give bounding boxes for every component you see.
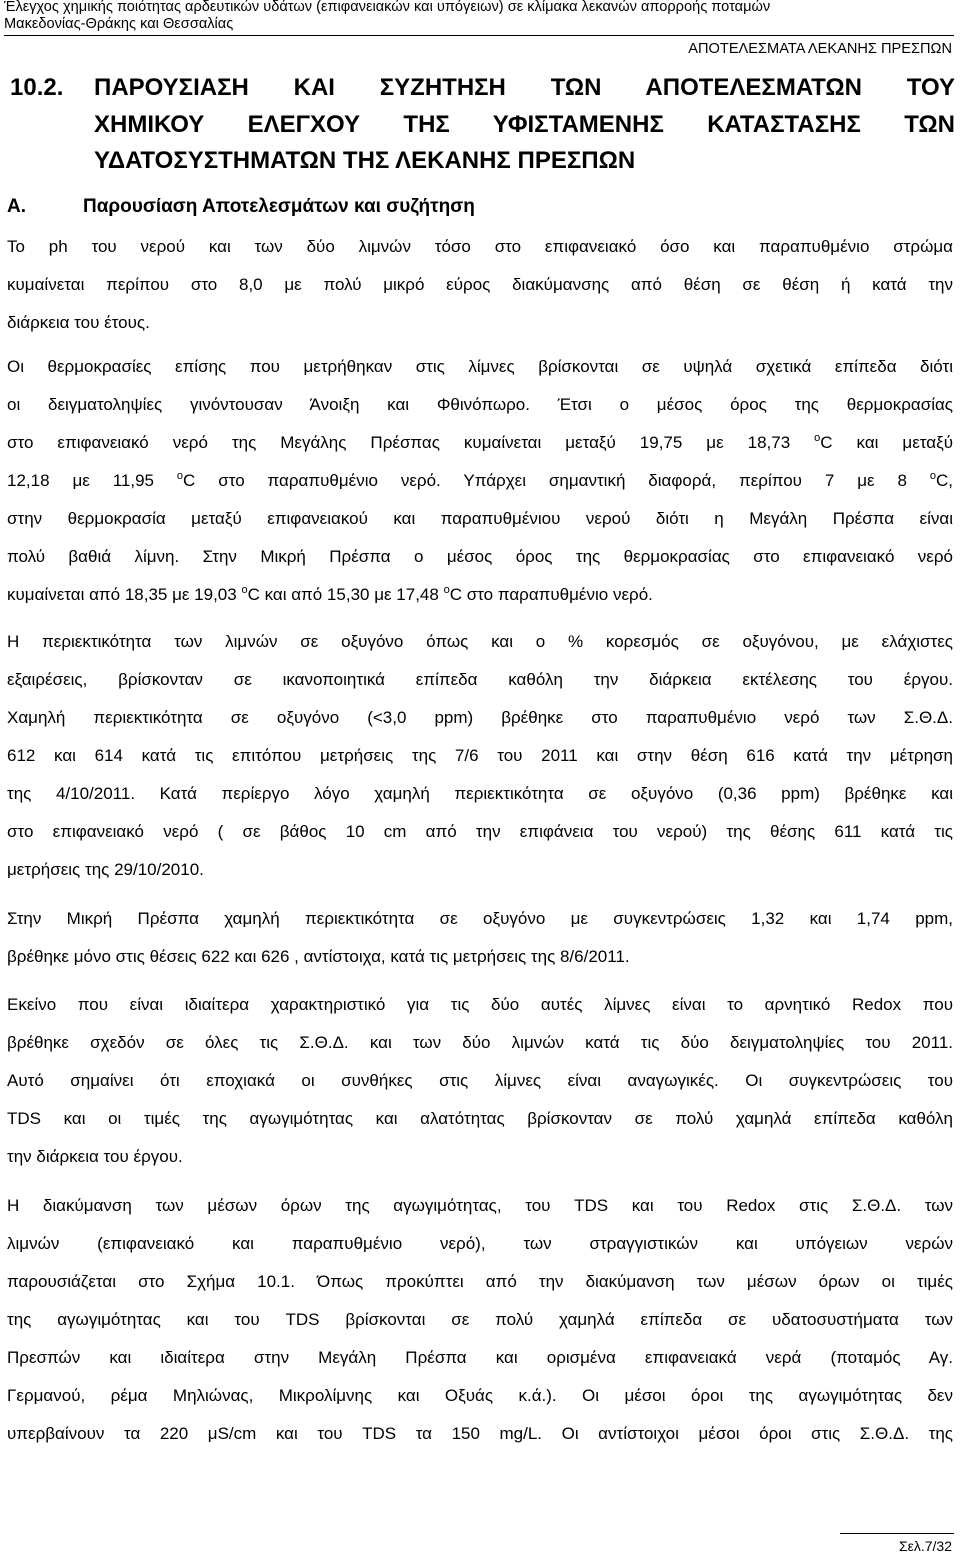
- heading-line: ΠΑΡΟΥΣΙΑΣΗ ΚΑΙ ΣΥΖΗΤΗΣΗ ΤΩΝ ΑΠΟΤΕΛΕΣΜΑΤΩΝ ΤΟΥ: [94, 74, 955, 101]
- subheading: [7, 189, 475, 225]
- text-line: υπερβαίνουν τα 220 μS/cm και του TDS τα 150 mg/L. Οι αντίστοιχοι μέσοι όροι στις Σ.Θ.Δ. της: [7, 1424, 953, 1443]
- header-divider: [4, 35, 954, 36]
- section-label: ΑΠΟΤΕΛΕΣΜΑΤΑ ΛΕΚΑΝΗΣ ΠΡΕΣΠΩΝ: [688, 41, 952, 57]
- text-line: 12,18 με 11,95 $^o$C στο παραπυθμένιο νερό. Υπάρχει σημαντική διαφορά, περίπου 7 με 8 $^o$C,: [7, 470, 953, 490]
- text-line: Η διακύμανση των μέσων όρων της αγωγιμότητας, του TDS και του Redox στις Σ.Θ.Δ. των: [7, 1196, 953, 1215]
- text-line: στην θερμοκρασία μεταξύ επιφανειακού και παραπυθμένιου νερού διότι η Μεγάλη Πρέσπα είναι: [7, 509, 953, 528]
- paragraph-temperature: [7, 348, 953, 614]
- text-line: 612 και 614 κατά τις επιτόπου μετρήσεις της 7/6 του 2011 και στην θέση 616 κατά την μέτρηση: [7, 746, 953, 765]
- text-line: βρέθηκε σχεδόν σε όλες τις Σ.Θ.Δ. και των δύο λιμνών κατά τις δύο δειγματοληψίες του 2011.: [7, 1033, 953, 1052]
- text-line: εξαιρέσεις, βρίσκονταν σε ικανοποιητικά επίπεδα καθόλη την διάρκεια εκτέλεσης του έργου.: [7, 670, 953, 689]
- degree-mark: o: [814, 432, 821, 444]
- degree-mark: o: [176, 470, 184, 482]
- text-line: Το ph του νερού και των δύο λιμνών τόσο στο επιφανειακό όσο και παραπυθμένιο στρώμα: [7, 237, 953, 256]
- degree-mark: o: [929, 470, 936, 482]
- text-line: Αυτό σημαίνει ότι εποχιακά οι συνθήκες στις λίμνες είναι αναγωγικές. Οι συγκεντρώσεις του: [7, 1071, 953, 1090]
- text-line: Γερμανού, ρέμα Μηλιώνας, Μικρολίμνης και Οξυάς κ.ά.). Οι μέσοι όροι της αγωγιμότητας δεν: [7, 1386, 953, 1405]
- section-heading: [10, 70, 955, 180]
- paragraph-conductivity: [7, 1187, 953, 1453]
- text-line: της αγωγιμότητας και του TDS βρίσκονται σε πολύ χαμηλά επίπεδα σε υδατοσυστήματα των: [7, 1310, 953, 1329]
- text-line: Στην Μικρή Πρέσπα χαμηλή περιεκτικότητα σε οξυγόνο με συγκεντρώσεις 1,32 και 1,74 ppm,: [7, 909, 953, 928]
- text-line: Οι θερμοκρασίες επίσης που μετρήθηκαν στις λίμνες βρίσκονται σε υψηλά σχετικά επίπεδα διότι: [7, 357, 953, 376]
- degree-mark: o: [241, 584, 248, 596]
- text-line: παρουσιάζεται στο Σχήμα 10.1. Όπως προκύπτει από την διακύμανση των μέσων όρων οι τιμές: [7, 1272, 953, 1291]
- heading-line: ΥΔΑΤΟΣΥΣΤΗΜΑΤΩΝ ΤΗΣ ΛΕΚΑΝΗΣ ΠΡΕΣΠΩΝ: [94, 147, 636, 174]
- text-line: μετρήσεις της 29/10/2010.: [7, 860, 204, 879]
- footer-divider: [840, 1533, 954, 1534]
- section-number: 10.2.: [10, 74, 64, 101]
- text-line: της 4/10/2011. Κατά περίεργο λόγο χαμηλή περιεκτικότητα σε οξυγόνο (0,36 ppm) βρέθηκε και: [7, 784, 953, 803]
- text-line: Πρεσπών και ιδιαίτερα στην Μεγάλη Πρέσπα και ορισμένα επιφανειακά νερά (ποταμός Αγ.: [7, 1348, 953, 1367]
- text-line: λιμνών (επιφανειακό και παραπυθμένιο νερό), των στραγγιστικών και υπόγειων νερών: [7, 1234, 953, 1253]
- heading-line: ΧΗΜΙΚΟΥ ΕΛΕΓΧΟΥ ΤΗΣ ΥΦΙΣΤΑΜΕΝΗΣ ΚΑΤΑΣΤΑΣΗΣ ΤΩΝ: [94, 110, 955, 138]
- paragraph-oxygen: [7, 623, 953, 889]
- running-header-subtitle: Μακεδονίας-Θράκης και Θεσσαλίας: [4, 16, 234, 32]
- text-line: Εκείνο που είναι ιδιαίτερα χαρακτηριστικό για τις δύο αυτές λίμνες είναι το αρνητικό Redox που: [7, 995, 953, 1014]
- text-line: Χαμηλή περιεκτικότητα σε οξυγόνο (<3,0 ppm) βρέθηκε στο παραπυθμένιο νερό των Σ.Θ.Δ.: [7, 708, 953, 727]
- text-line: κυμαίνεται περίπου στο 8,0 με πολύ μικρό εύρος διακύμανσης από θέση σε θέση ή κατά την: [7, 275, 953, 294]
- text-line: στο επιφανειακό νερό της Μεγάλης Πρέσπας κυμαίνεται μεταξύ 19,75 με 18,73 $^o$C και μεταξύ: [7, 432, 953, 452]
- text-line: την διάρκεια του έργου.: [7, 1147, 183, 1166]
- paragraph-mikri-prespa: [7, 900, 953, 976]
- text-line: Η περιεκτικότητα των λιμνών σε οξυγόνο όπως και ο % κορεσμός σε οξυγόνου, με ελάχιστες: [7, 632, 953, 651]
- page-number: Σελ.7/32: [898, 1538, 952, 1554]
- paragraph-ph: [7, 228, 953, 342]
- text-line: πολύ βαθιά λίμνη. Στην Μικρή Πρέσπα ο μέσος όρος της θερμοκρασίας στο επιφανειακό νερό: [7, 547, 953, 566]
- subheading-text: Παρουσίαση Αποτελεσμάτων και συζήτηση: [83, 196, 475, 217]
- text-line: διάρκεια του έτους.: [7, 313, 150, 332]
- running-header-title: Έλεγχος χημικής ποιότητας αρδευτικών υδάτων (επιφανειακών και υπόγειων) σε κλίμακα λεκανών απορροής ποταμών: [4, 0, 771, 15]
- text-line: οι δειγματοληψίες γινόντουσαν Άνοιξη και Φθινόπωρο. Έτσι ο μέσος όρος της θερμοκρασίας: [7, 395, 953, 414]
- paragraph-redox: [7, 986, 953, 1176]
- text-line: στο επιφανειακό νερό ( σε βάθος 10 cm από την επιφάνεια του νερού) της θέσης 611 κατά τις: [7, 822, 953, 841]
- text-line: βρέθηκε μόνο στις θέσεις 622 και 626 , αντίστοιχα, κατά τις μετρήσεις της 8/6/2011.: [7, 947, 630, 966]
- text-line: κυμαίνεται από 18,35 με 19,03 $^o$C και από 15,30 με 17,48 $^o$C στο παραπυθμένιο νερό.: [7, 584, 653, 604]
- subheading-label: Α.: [7, 196, 26, 217]
- degree-mark: o: [443, 584, 450, 596]
- text-line: TDS και οι τιμές της αγωγιμότητας και αλατότητας βρίσκονταν σε πολύ χαμηλά επίπεδα καθόλη: [7, 1109, 953, 1128]
